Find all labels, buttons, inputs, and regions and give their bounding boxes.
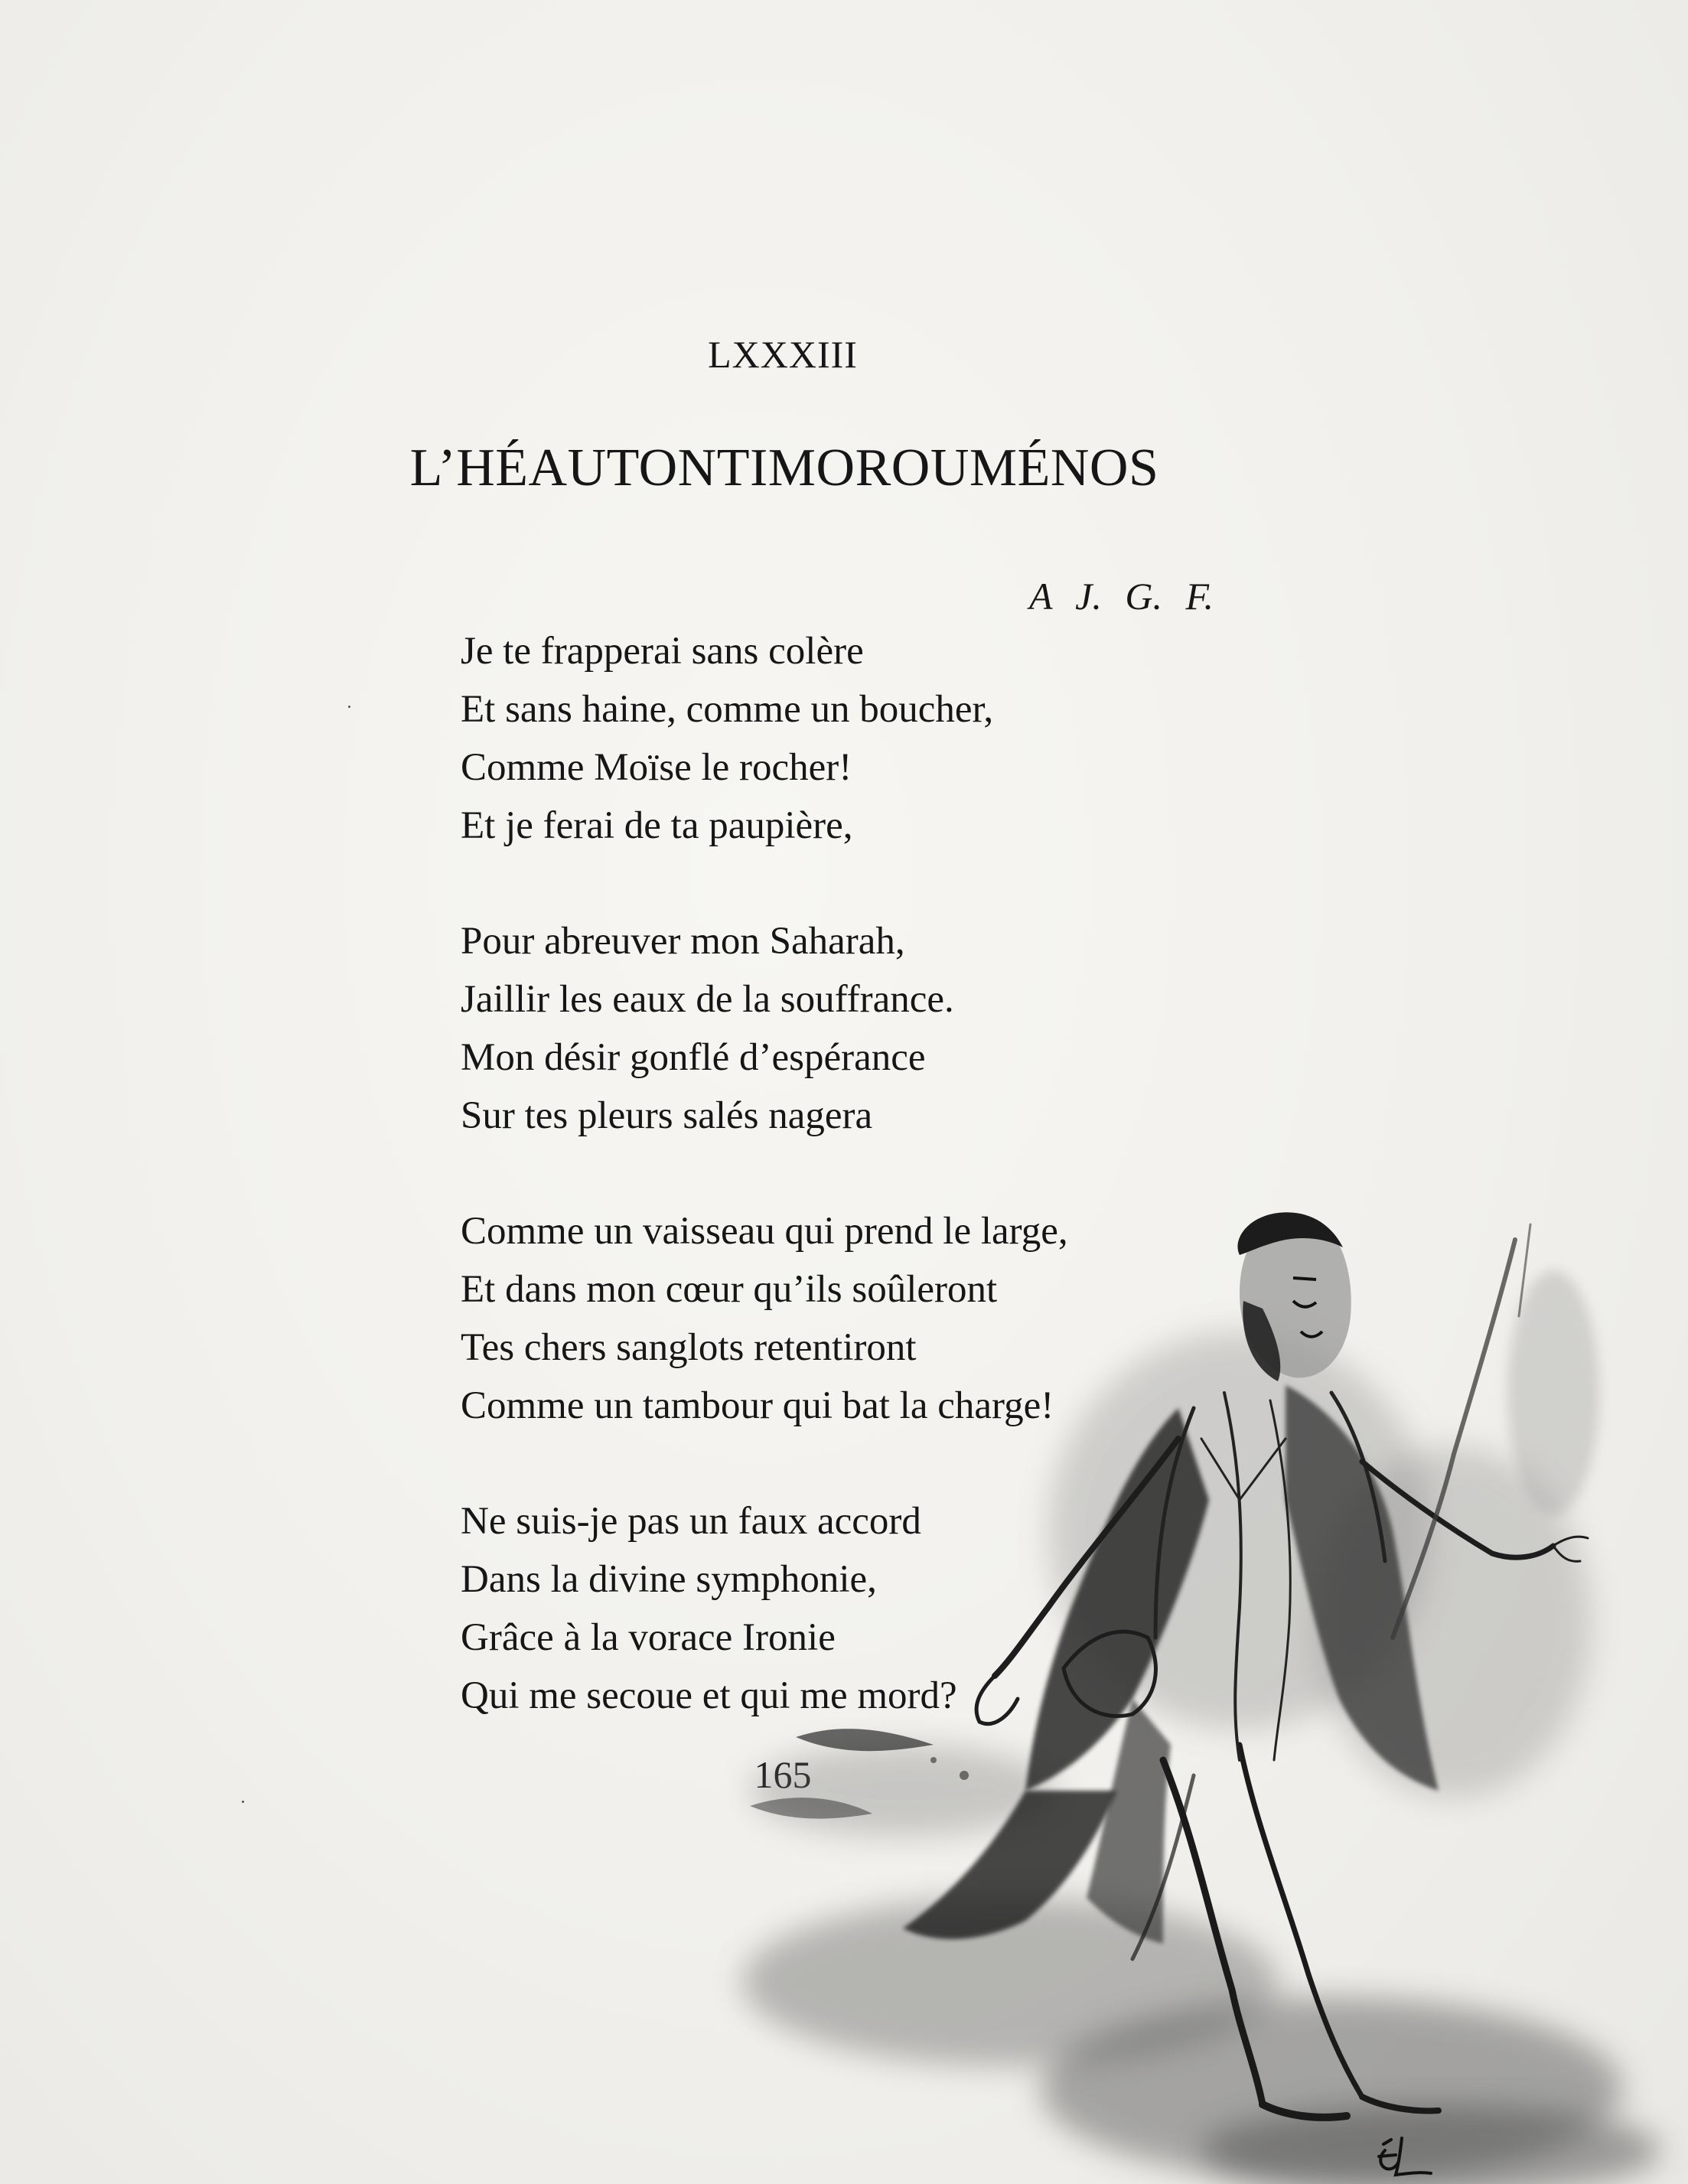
ink-wash-background: [742, 1270, 1660, 2184]
stanza-2: [461, 912, 954, 1145]
verse-line: Je te frapperai sans colère: [461, 630, 864, 673]
paper-speck: [242, 1801, 244, 1803]
verse-line: Jaillir les eaux de la souffrance.: [461, 978, 954, 1021]
verse-line: Dans la divine symphonie,: [461, 1558, 877, 1601]
verse-line: Tes chers sanglots retentiront: [461, 1326, 917, 1369]
verse-line: Qui me secoue et qui me mord?: [461, 1674, 957, 1717]
verse-line: Et dans mon cœur qu’ils soûleront: [461, 1268, 998, 1311]
paper-speck: [348, 706, 350, 708]
figure-head: [1237, 1212, 1351, 1381]
verse-line: Comme Moïse le rocher!: [461, 746, 852, 789]
verse-line: Sur tes pleurs salés nagera: [461, 1094, 873, 1137]
verse-line: Mon désir gonflé d’espérance: [461, 1036, 926, 1079]
poem-dedication: A J. G. F.: [1029, 575, 1214, 618]
verse-line: Comme un tambour qui bat la charge!: [461, 1384, 1054, 1427]
verse-line: Pour abreuver mon Saharah,: [461, 920, 905, 963]
verse-line: Grâce à la vorace Ironie: [461, 1616, 836, 1659]
verse-line: Et je ferai de ta paupière,: [461, 804, 853, 847]
verse-line: Ne suis-je pas un faux accord: [461, 1500, 921, 1543]
stanza-1: [461, 622, 993, 855]
page-number: 165: [754, 1753, 812, 1796]
verse-line: Et sans haine, comme un boucher,: [461, 688, 994, 731]
ink-wash-figure-illustration: [704, 1209, 1688, 2184]
poem-title: L’HÉAUTONTIMOROUMÉNOS: [409, 438, 1159, 497]
poem-numeral: LXXXIII: [708, 333, 858, 376]
verse-line: Comme un vaisseau qui prend le large,: [461, 1210, 1068, 1253]
